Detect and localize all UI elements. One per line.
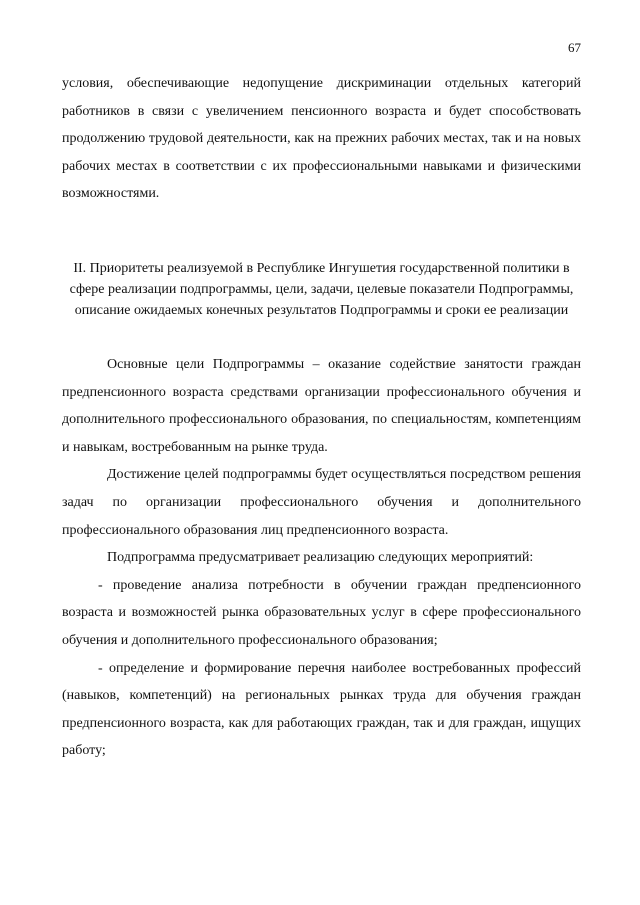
measures-intro-paragraph: Подпрограмма предусматривает реализацию следующих мероприятий:: [107, 550, 534, 566]
page-content: [62, 70, 581, 765]
list-item: - определение и формирование перечня наиболее востребованных профессий (навыков, компетенций) на региональных рынках труда для обучения граждан предпенсионного возраста, как для работающих граждан, так и для граждан, ищущих работу;: [62, 660, 581, 759]
tasks-paragraph: Достижение целей подпрограммы будет осуществляться посредством решения задач по организации профессионального обучения и дополнительного профессионального образования лиц предпенсионного возраста.: [62, 467, 581, 538]
goals-paragraph: Основные цели Подпрограммы – оказание содействие занятости граждан предпенсионного возраста средствами организации профессионального обучения и дополнительного профессионального образования, по специальностям, компетенциям и навыкам, востребованным на рынке труда.: [62, 356, 581, 455]
continuation-paragraph: условия, обеспечивающие недопущение дискриминации отдельных категорий работников в связи с увеличением пенсионного возраста и будет способствовать продолжению трудовой деятельности, как на прежних рабочих местах, так и на новых рабочих местах в соответствии с их профессиональными навыками и физическими возможностями.: [62, 76, 581, 202]
section-heading: II. Приоритеты реализуемой в Республике Ингушетия государственной политики в сфере реализации подпрограммы, цели, задачи, целевые показатели Подпрограммы, описание ожидаемых конечных результатов Подпрограммы и сроки ее реализации: [69, 260, 574, 318]
page-number: 67: [568, 40, 581, 55]
list-item: - проведение анализа потребности в обучении граждан предпенсионного возраста и возможностей рынка образовательных услуг в сфере профессионального обучения и дополнительного профессионального образования;: [62, 577, 581, 648]
